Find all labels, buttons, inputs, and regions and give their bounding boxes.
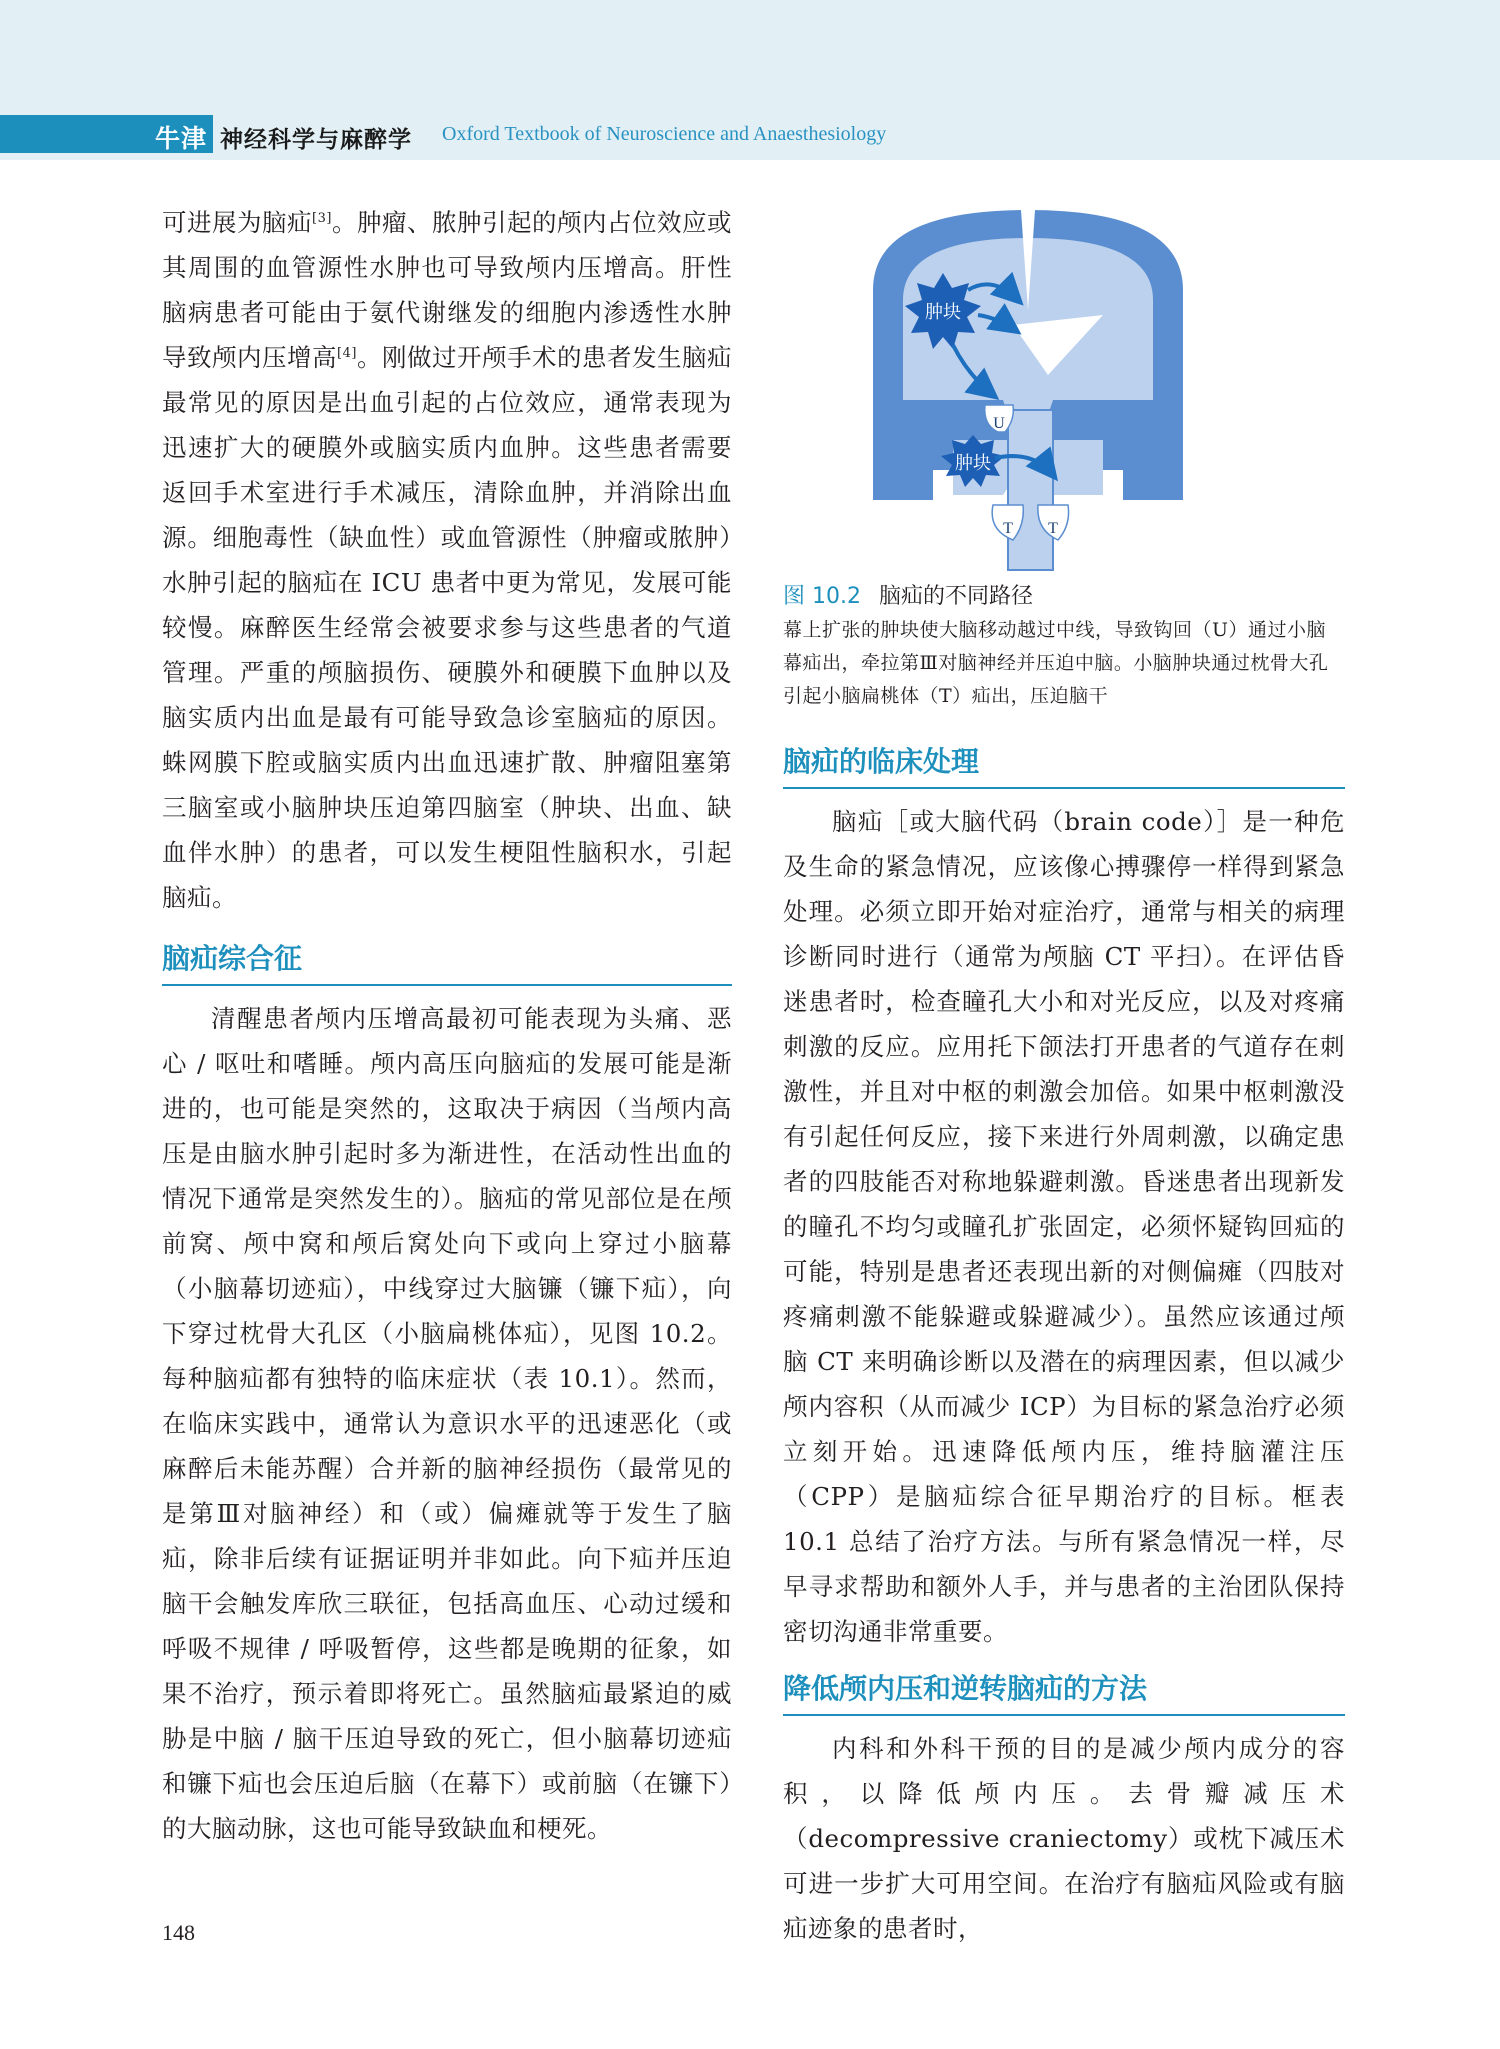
right-paragraph-1: 脑疝［或大脑代码（brain code）］是一种危及生命的紧急情况，应该像心搏骤停一样得到紧急处理。必须立即开始对症治疗，通常与相关的病理诊断同时进行（通常为颅脑 CT 平扫）。在评估昏迷患者时，检查瞳孔大小和对光反应，以及对疼痛刺激的反应。应用托下颌法打开患者的气道存在刺激性，并且对中枢的刺激会加倍。如果中枢刺激没有引起任何反应，接下来进行外周刺激，以确定患者的四肢能否对称地躲避刺激。昏迷患者出现新发的瞳孔不均匀或瞳孔扩张固定，必须怀疑钩回疝的可能，特别是患者还表现出新的对侧偏瘫（四肢对疼痛刺激不能躲避或躲避减少）。虽然应该通过颅脑 CT 来明确诊断以及潜在的病理因素，但以减少颅内容积（从而减少 ICP）为目标的紧急治疗必须立刻开始。迅速降低颅内压，维持脑灌注压（CPP）是脑疝综合征早期治疗的目标。框表 10.1 总结了治疗方法。与所有紧急情况一样，尽早寻求帮助和额外人手，并与患者的主治团队保持密切沟通非常重要。 xyxy=(783,807,1345,1646)
left-paragraph-2: 清醒患者颅内压增高最初可能表现为头痛、恶心 / 呕吐和嗜睡。颅内高压向脑疝的发展可能是渐进的，也可能是突然的，这取决于病因（当颅内高压是由脑水肿引起时多为渐进性，在活动性出血的情况下通常是突然发生的）。脑疝的常见部位是在颅前窝、颅中窝和颅后窝处向下或向上穿过小脑幕（小脑幕切迹疝），中线穿过大脑镰（镰下疝），向下穿过枕骨大孔区（小脑扁桃体疝），见图 10.2。每种脑疝都有独特的临床症状（表 10.1）。然而，在临床实践中，通常认为意识水平的迅速恶化（或麻醉后未能苏醒）合并新的脑神经损伤（最常见的是第Ⅲ对脑神经）和（或）偏瘫就等于发生了脑疝，除非后续有证据证明并非如此。向下疝并压迫脑干会触发库欣三联征，包括高血压、心动过缓和呼吸不规律 / 呼吸暂停，这些都是晚期的征象，如果不治疗，预示着即将死亡。虽然脑疝最紧迫的威胁是中脑 / 脑干压迫导致的死亡，但小脑幕切迹疝和镰下疝也会压迫后脑（在幕下）或前脑（在镰下）的大脑动脉，这也可能导致缺血和梗死。 xyxy=(162,1004,732,1843)
label-tumor-lower: 肿块 xyxy=(955,453,991,474)
brain-herniation-diagram xyxy=(783,200,1345,580)
label-tonsil-right: T xyxy=(1048,520,1058,537)
left-column xyxy=(162,200,732,1851)
label-tonsil-left: T xyxy=(1003,520,1013,537)
brainstem xyxy=(1008,410,1053,570)
book-title-cn: 神经科学与麻醉学 xyxy=(220,127,412,153)
citation-3: [3] xyxy=(312,210,332,226)
figure-number: 图 10.2 xyxy=(783,584,861,609)
book-title-en: Oxford Textbook of Neuroscience and Anaesthesiology xyxy=(442,123,887,145)
section-heading-lower-icp: 降低颅内压和逆转脑疝的方法 xyxy=(783,1668,1345,1716)
label-tumor-upper: 肿块 xyxy=(925,302,961,323)
left-paragraph-1: 可进展为脑疝[3]。肿瘤、脓肿引起的颅内占位效应或其周围的血管源性水肿也可导致颅内压增高。肝性脑病患者可能由于氨代谢继发的细胞内渗透性水肿导致颅内压增高[4]。刚做过开颅手术的患者发生脑疝最常见的原因是出血引起的占位效应，通常表现为迅速扩大的硬膜外或脑实质内血肿。这些患者需要返回手术室进行手术减压，清除血肿，并消除出血源。细胞毒性（缺血性）或血管源性（肿瘤或脓肿）水肿引起的脑疝在 ICU 患者中更为常见，发展可能较慢。麻醉医生经常会被要求参与这些患者的气道管理。严重的颅脑损伤、硬膜外和硬膜下血肿以及脑实质内出血是最有可能导致急诊室脑疝的原因。蛛网膜下腔或脑实质内出血迅速扩散、肿瘤阻塞第三脑室或小脑肿块压迫第四脑室（肿块、出血、缺血伴水肿）的患者，可以发生梗阻性脑积水，引起脑疝。 xyxy=(162,208,733,912)
figure-10-2 xyxy=(783,200,1345,580)
citation-4: [4] xyxy=(337,345,357,361)
page-number: 148 xyxy=(162,1920,195,1945)
right-column xyxy=(783,200,1345,1951)
right-paragraph-2: 内科和外科干预的目的是减少颅内成分的容积，以降低颅内压。去骨瓣减压术（decompressive craniectomy）或枕下减压术可进一步扩大可用空间。在治疗有脑疝风险或有脑疝迹象的患者时， xyxy=(783,1734,1345,1943)
figure-title: 图 10.2 脑疝的不同路径 xyxy=(783,584,1033,609)
section-heading-herniation-syndrome: 脑疝综合征 xyxy=(162,938,732,986)
label-uncus: U xyxy=(993,415,1005,432)
brand-main: 牛津 xyxy=(155,124,208,153)
section-heading-clinical-management: 脑疝的临床处理 xyxy=(783,741,1345,789)
figure-caption: 幕上扩张的肿块使大脑移动越过中线，导致钩回（U）通过小脑幕疝出，牵拉第Ⅲ对脑神经并压迫中脑。小脑肿块通过枕骨大孔引起小脑扁桃体（T）疝出，压迫脑干 xyxy=(783,619,1329,707)
